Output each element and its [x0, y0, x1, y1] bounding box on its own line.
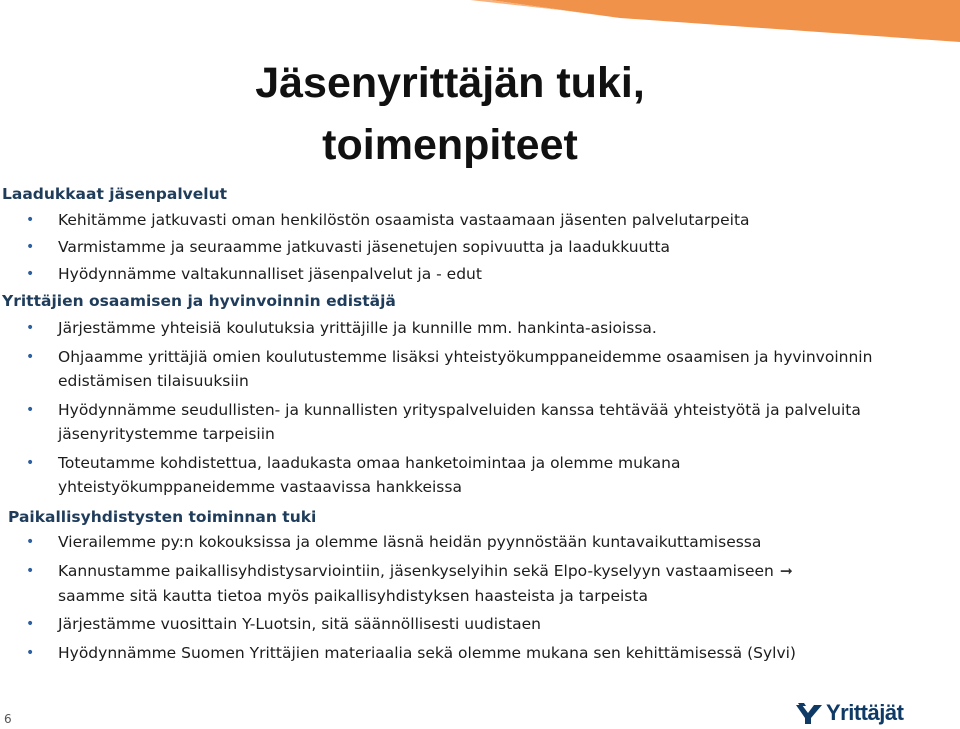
list-item: • Hyödynnämme seudullisten- ja kunnallisten yrityspalveluiden kanssa tehtävää yhteistyötä ja palveluita jäsenyritystemme tarpeisiin: [0, 398, 960, 446]
title-line-2: toimenpiteet: [322, 121, 578, 169]
decorative-orange-bar: [0, 0, 960, 50]
right-arrow-icon: ➞: [779, 561, 793, 580]
list-item: • Järjestämme vuosittain Y-Luotsin, sitä säännöllisesti uudistaen: [0, 612, 960, 637]
list-item: • Ohjaamme yrittäjiä omien koulutustemme lisäksi yhteistyökumppaneidemme osaamisen ja hyvinvoinnin edistämisen tilaisuuksiin: [0, 345, 960, 393]
bullet-list: [0, 207, 960, 288]
yrittajat-logo-icon: [794, 701, 824, 725]
slide-content: [0, 181, 960, 669]
list-item: • Järjestämme yhteisiä koulutuksia yrittäjille ja kunnille mm. hankinta-asioissa.: [0, 316, 960, 340]
section-heading: Paikallisyhdistysten toiminnan tuki: [8, 508, 317, 526]
logo-text: Yrittäjät: [826, 700, 904, 725]
section-osaamisen-edistaja: [0, 288, 960, 499]
page-number: 6: [4, 712, 12, 726]
list-item: • Toteutamme kohdistettua, laadukasta omaa hanketoimintaa ja olemme mukana yhteistyökumppaneidemme vastaavissa hankkeissa: [0, 451, 960, 499]
list-item-text: Kannustamme paikallisyhdistysarviointiin, jäsenkyselyihin sekä Elpo-kyselyyn vastaamiseen: [58, 561, 774, 580]
section-laadukkaat-jasenpalvelut: [0, 181, 960, 288]
list-item: [0, 559, 960, 609]
list-item: • Vierailemme py:n kokouksissa ja olemme läsnä heidän pyynnöstään kuntavaikuttamisessa: [0, 530, 960, 555]
section-heading: Laadukkaat jäsenpalvelut: [2, 185, 228, 203]
bullet-list: [0, 316, 960, 499]
section-heading: Yrittäjien osaamisen ja hyvinvoinnin edistäjä: [2, 292, 396, 310]
list-item-continuation: saamme sitä kautta tietoa myös paikallisyhdistyksen haasteista ja tarpeista: [58, 586, 648, 605]
list-item: • Hyödynnämme valtakunnalliset jäsenpalvelut ja - edut: [0, 261, 960, 288]
list-item: • Varmistamme ja seuraamme jatkuvasti jäsenetujen sopivuutta ja laadukkuutta: [0, 234, 960, 261]
list-item: • Kehitämme jatkuvasti oman henkilöstön osaamista vastaamaan jäsenten palvelutarpeita: [0, 207, 960, 234]
title-line-1: Jäsenyrittäjän tuki,: [255, 59, 645, 107]
page-title: [140, 52, 760, 176]
yrittajat-logo: [794, 700, 903, 726]
list-item: • Hyödynnämme Suomen Yrittäjien materiaalia sekä olemme mukana sen kehittämisessä (Sylvi): [0, 641, 960, 666]
section-paikallisyhdistysten-tuki: [0, 504, 960, 666]
bullet-list: [0, 530, 960, 666]
